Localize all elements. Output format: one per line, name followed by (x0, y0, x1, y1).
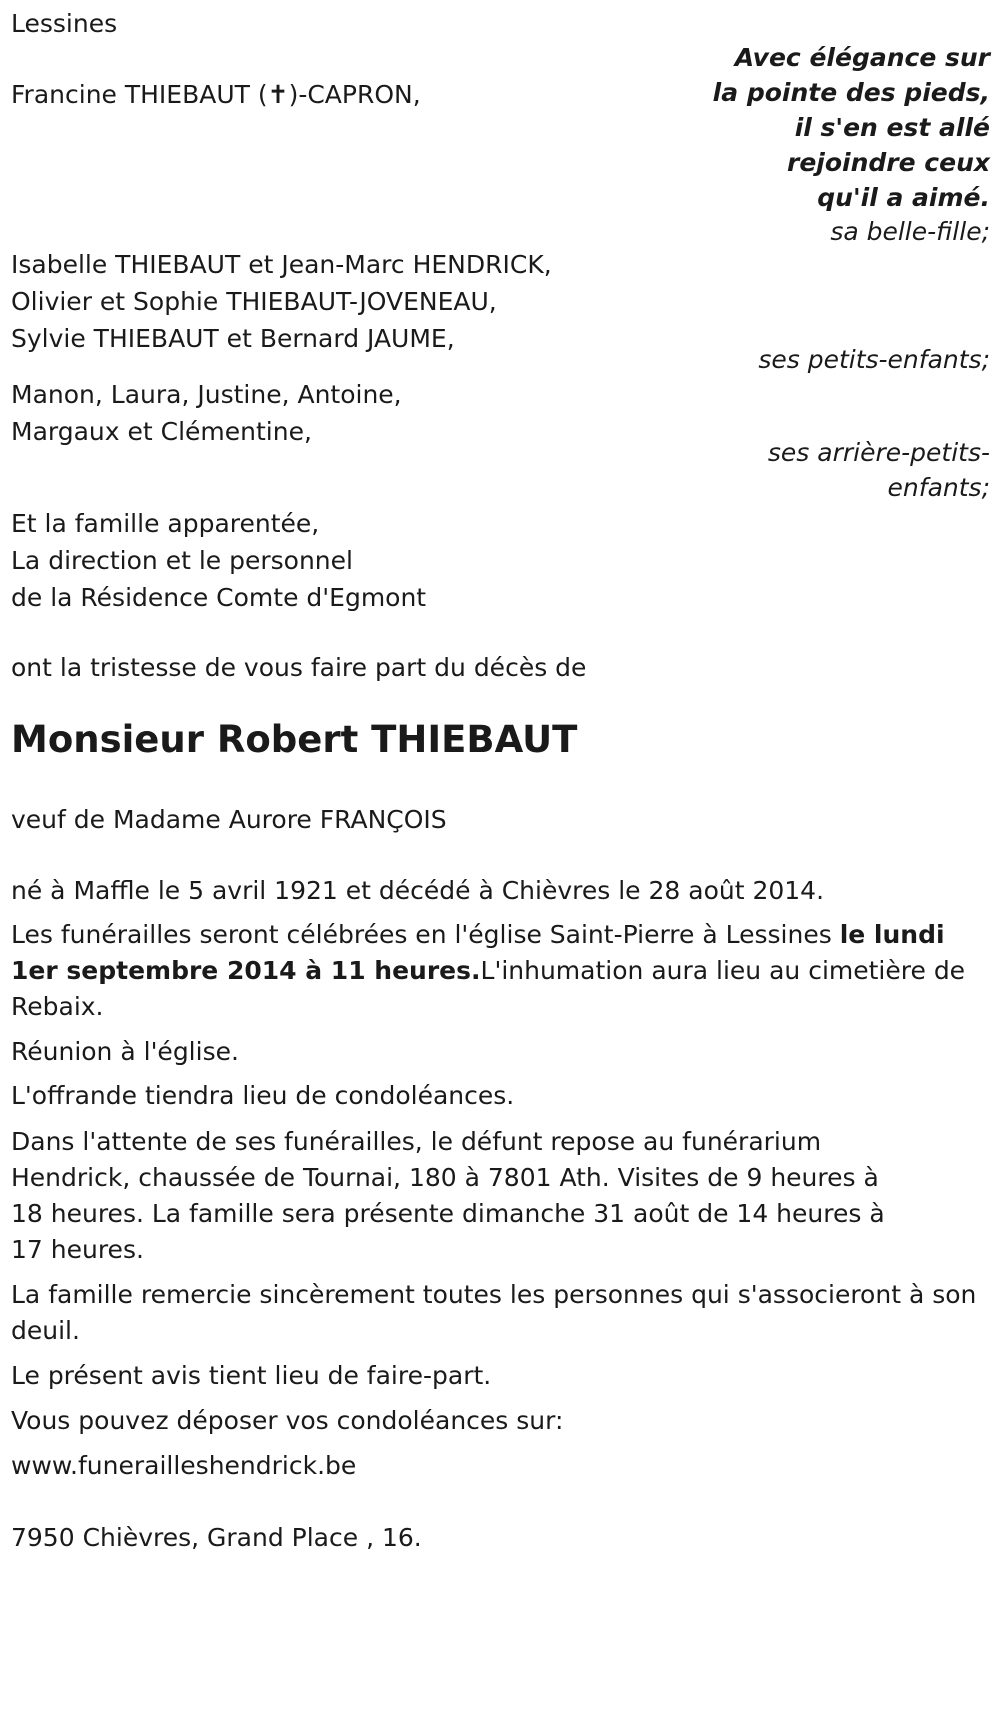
quote-line-1: Avec élégance sur (734, 43, 990, 72)
announcement: ont la tristesse de vous faire part du décès de (11, 653, 587, 682)
daughter-in-law-name: Francine THIEBAUT (✝)-CAPRON, (11, 80, 421, 109)
others-line-3: de la Résidence Comte d'Egmont (11, 583, 427, 612)
rest-info: Dans l'attente de ses funérailles, le défunt repose au funérarium Hendrick, chaussée de Tournai, 180 à 7801 Ath. Visites de 9 heures à 18 heures. La famille sera présente dimanche 31 août de 14 heures à 17 heures. (11, 1127, 885, 1264)
funeral-info (11, 917, 996, 1025)
funeral-text-after: L'inhumation aura lieu au cimetière de Rebaix. (11, 956, 966, 1021)
great-grandchildren-relation-1: ses arrière-petits- (767, 438, 990, 467)
grandchildren-line-1: Isabelle THIEBAUT et Jean-Marc HENDRICK, (11, 250, 552, 279)
notice: Le présent avis tient lieu de faire-part. (11, 1361, 492, 1390)
thanks: La famille remercie sincèrement toutes les personnes qui s'associeront à son deuil. (11, 1280, 977, 1345)
quote-line-3: il s'en est allé (794, 113, 990, 142)
great-grandchildren-line-1: Manon, Laura, Justine, Antoine, (11, 380, 402, 409)
daughter-in-law-relation: sa belle-fille; (830, 217, 990, 246)
birth-death: né à Maffle le 5 avril 1921 et décédé à Chièvres le 28 août 2014. (11, 876, 825, 905)
grandchildren-line-2: Olivier et Sophie THIEBAUT-JOVENEAU, (11, 287, 497, 316)
others-line-2: La direction et le personnel (11, 546, 353, 575)
widower-of: veuf de Madame Aurore FRANÇOIS (11, 805, 447, 834)
website-link[interactable]: www.funerailleshendrick.be (11, 1451, 357, 1480)
grandchildren-relation: ses petits-enfants; (758, 345, 990, 374)
quote-line-4: rejoindre ceux (787, 148, 990, 177)
quote-line-2: la pointe des pieds, (712, 78, 990, 107)
funeral-text-before: Les funérailles seront célébrées en l'église Saint-Pierre à Lessines (11, 920, 840, 949)
funeral-date: le lundi 1er septembre 2014 à 11 heures. (11, 920, 945, 985)
deceased-name: Monsieur Robert THIEBAUT (11, 718, 578, 761)
meeting: Réunion à l'église. (11, 1037, 239, 1066)
offering: L'offrande tiendra lieu de condoléances. (11, 1081, 515, 1110)
location: Lessines (11, 9, 118, 38)
quote-line-5: qu'il a aimé. (817, 183, 990, 212)
great-grandchildren-relation-2: enfants; (887, 473, 990, 502)
condolences-intro: Vous pouvez déposer vos condoléances sur: (11, 1406, 564, 1435)
great-grandchildren-line-2: Margaux et Clémentine, (11, 417, 312, 446)
others-line-1: Et la famille apparentée, (11, 509, 320, 538)
address: 7950 Chièvres, Grand Place , 16. (11, 1523, 422, 1552)
grandchildren-line-3: Sylvie THIEBAUT et Bernard JAUME, (11, 324, 455, 353)
